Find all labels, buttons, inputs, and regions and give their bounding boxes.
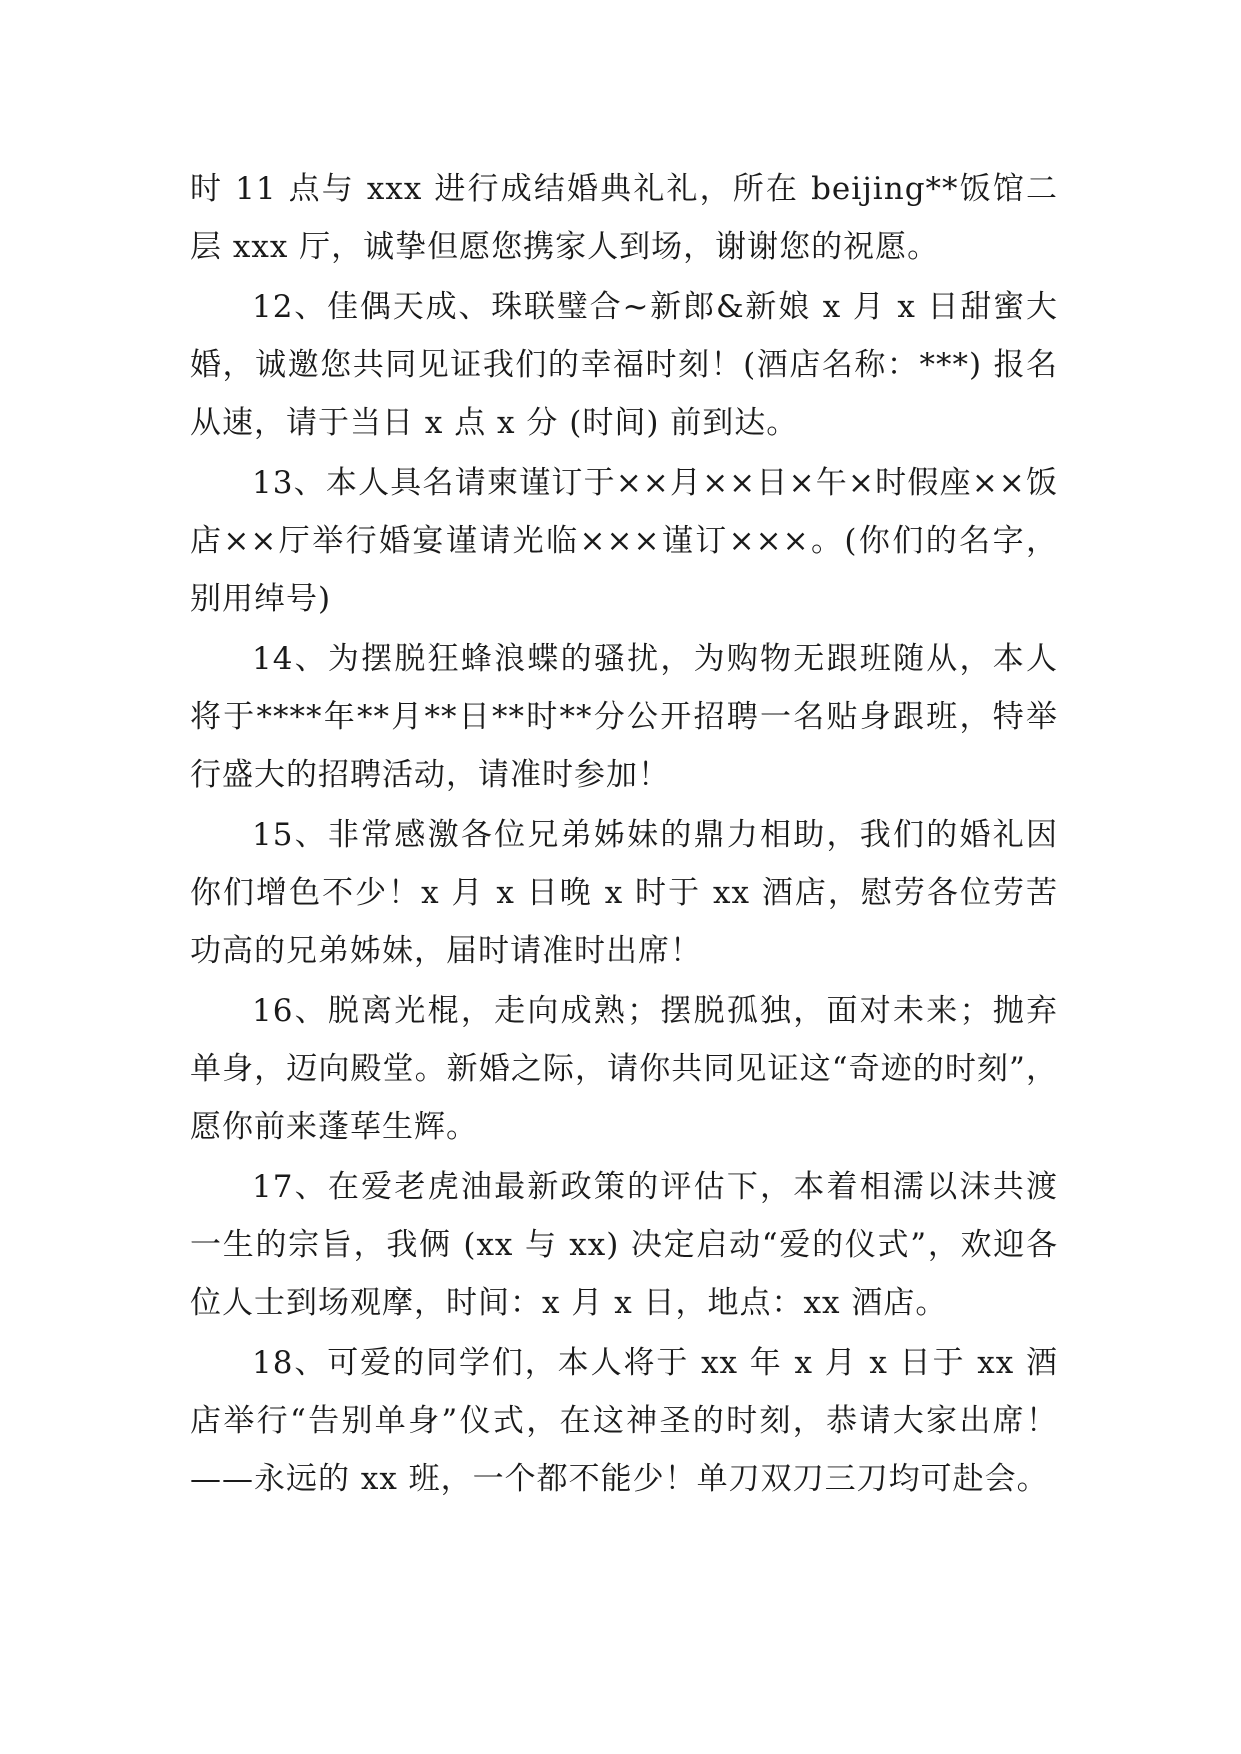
document-body [190,160,1058,1510]
paragraph-item-16: 16、脱离光棍，走向成熟；摆脱孤独，面对未来；抛弃单身，迈向殿堂。新婚之际，请你共同见证这“奇迹的时刻”，愿你前来蓬荜生辉。 [190,993,1058,1145]
paragraph-item-12: 12、佳偶天成、珠联璧合~新郎&新娘 x 月 x 日甜蜜大婚，诚邀您共同见证我们的幸福时刻！(酒店名称：***) 报名从速，请于当日 x 点 x 分 (时间) 前到达。 [190,289,1058,441]
paragraph-continuation: 时 11 点与 xxx 进行成结婚典礼礼，所在 beijing**饭馆二层 xxx 厅，诚挚但愿您携家人到场，谢谢您的祝愿。 [190,171,1058,265]
paragraph-item-18: 18、可爱的同学们，本人将于 xx 年 x 月 x 日于 xx 酒店举行“告别单身”仪式，在这神圣的时刻，恭请大家出席！——永远的 xx 班，一个都不能少！单刀双刀三刀均可赴会。 [190,1345,1058,1497]
paragraph-item-13: 13、本人具名请柬谨订于××月××日×午×时假座××饭店××厅举行婚宴谨请光临×××谨订×××。(你们的名字，别用绰号) [190,465,1058,617]
paragraph-item-15: 15、非常感激各位兄弟姊妹的鼎力相助，我们的婚礼因你们增色不少！x 月 x 日晚 x 时于 xx 酒店，慰劳各位劳苦功高的兄弟姊妹，届时请准时出席！ [190,817,1058,969]
paragraph-item-17: 17、在爱老虎油最新政策的评估下，本着相濡以沫共渡一生的宗旨，我俩 (xx 与 xx) 决定启动“爱的仪式”，欢迎各位人士到场观摩，时间：x 月 x 日，地点：xx 酒店。 [190,1169,1058,1321]
paragraph-item-14: 14、为摆脱狂蜂浪蝶的骚扰，为购物无跟班随从，本人将于****年**月**日**时**分公开招聘一名贴身跟班，特举行盛大的招聘活动，请准时参加！ [190,641,1058,793]
